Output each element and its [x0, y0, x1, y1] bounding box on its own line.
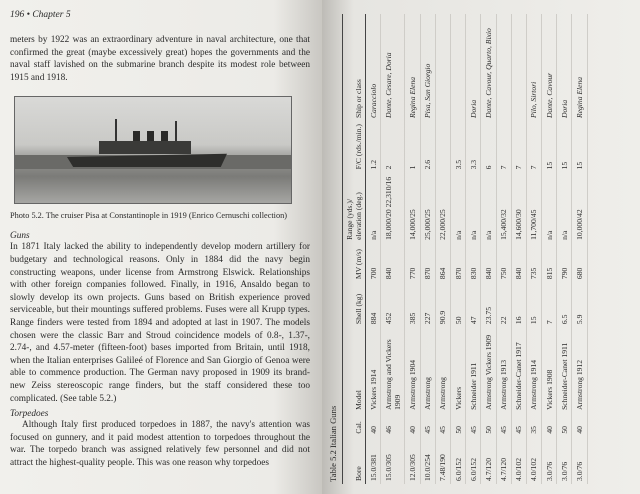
running-head: 196 • Chapter 5 — [10, 10, 71, 20]
table-cell: 45 — [435, 413, 450, 437]
guns-paragraph: In 1871 Italy lacked the ability to independently develop modern artillery for budgetary and technological reasons. Only in 1884 did the navy begin constructing weapons, under license from Armstrong Elswick. Relationships with other foreign companies followed. Finally, in 1916, Ansaldo began to slowly develop its own projects. Guns based on British experience proved serviceable, but their mountings suffered problems. Fuses were all Krupp types. Range finders were tested from 1894 and adopted at last in 1907. The models chosen were the classic Barr and Stroud coincidence models of 0.8-, 1.37-, 2.74-, and 4.57-meter (fifteen-foot) bases imported from Britain, until 1918, when the Italian enterprises Galileé of Florence and San Giorgio of Genoa were able to commence production. The German navy proposed in 1909 its brand-new Zeiss stereoscopic range finders, but the staff considered these too complicated. (See table 5.2.) — [10, 242, 310, 404]
table-cell: 6.5 — [557, 282, 572, 327]
table-cell: 11,700/45 — [526, 172, 541, 242]
table-cell: 23.75 — [481, 282, 496, 327]
table-cell: Schneider-Canet 1911 — [557, 327, 572, 413]
table-cell: Caracciolo — [366, 14, 381, 121]
table-cell: 7 — [496, 121, 511, 172]
table-cell: 18,000/20 22,310/16 — [381, 172, 405, 242]
table-cell: 870 — [450, 243, 465, 282]
table-cell — [496, 14, 511, 121]
table-cell: 10,000/42 — [572, 172, 587, 242]
table-cell: 16 — [511, 282, 526, 327]
table-cell: 15 — [542, 121, 557, 172]
table-cell: 50 — [481, 413, 496, 437]
col-header-shell: Shell (kg) — [343, 282, 366, 327]
table-cell — [450, 14, 465, 121]
table-cell: n/a — [557, 172, 572, 242]
col-header-ship: Ship or class — [343, 14, 366, 121]
table-cell: 15.0/305 — [381, 437, 405, 484]
table-cell: 3.0/76 — [557, 437, 572, 484]
torpedoes-heading: Torpedoes — [10, 409, 49, 420]
table-cell: 40 — [366, 413, 381, 437]
table-cell: 790 — [557, 243, 572, 282]
table-cell: 4.7/120 — [496, 437, 511, 484]
rotated-table-block — [328, 8, 628, 484]
table-cell: 2.6 — [420, 121, 435, 172]
table-cell: Dante, Cavour — [542, 14, 557, 121]
table-cell: 14,600/30 — [511, 172, 526, 242]
table-cell: 815 — [542, 243, 557, 282]
intro-paragraph: meters by 1922 was an extraordinary adventure in naval architecture, one that confirmed the great (maybe excessively great) hopes the governments and the naval staff lavished on the submarine branch despite its modest role between 1915 and 1918. — [10, 35, 310, 83]
table-cell: 45 — [420, 413, 435, 437]
table-row — [466, 14, 481, 484]
table-cell: Armstrong Vickers 1909 — [481, 327, 496, 413]
table-cell: 3.0/76 — [542, 437, 557, 484]
table-cell: 6 — [481, 121, 496, 172]
table-cell: Armstrong — [420, 327, 435, 413]
table-cell: 14,000/25 — [405, 172, 420, 242]
table-cell: 5.9 — [572, 282, 587, 327]
table-cell: 864 — [435, 243, 450, 282]
table-cell: n/a — [450, 172, 465, 242]
torpedoes-paragraph: Although Italy first produced torpedoes in 1887, the navy's attention was focused on gunnery, and it paid modest attention to torpedoes throughout the war. The torpedo branch was assigned relatively few personnel and did not attract the highest-quality people. This was one reason why torpedoes — [10, 420, 310, 468]
table-cell: Regina Elena — [405, 14, 420, 121]
table-cell: 4.0/102 — [511, 437, 526, 484]
table-cell: Armstrong 1912 — [572, 327, 587, 413]
table-row — [557, 14, 572, 484]
table-cell: 1 — [405, 121, 420, 172]
guns-heading: Guns — [10, 231, 30, 242]
table-cell: 3.5 — [450, 121, 465, 172]
table-cell: n/a — [542, 172, 557, 242]
table-cell: 3.0/76 — [572, 437, 587, 484]
table-cell: 840 — [511, 243, 526, 282]
table-cell: 7.48/190 — [435, 437, 450, 484]
table-cell: 40 — [572, 413, 587, 437]
table-row — [366, 14, 381, 484]
table-cell: Vickers 1908 — [542, 327, 557, 413]
table-header-row — [343, 14, 366, 484]
table-cell: 7 — [526, 121, 541, 172]
table-cell: 22 — [496, 282, 511, 327]
table-row — [526, 14, 541, 484]
table-cell: Doria — [557, 14, 572, 121]
table-cell: 700 — [366, 243, 381, 282]
table-cell — [435, 14, 450, 121]
table-cell: Schneider 1911 — [466, 327, 481, 413]
table-cell: 25,000/25 — [420, 172, 435, 242]
table-cell: Doria — [466, 14, 481, 121]
col-header-fc: F/C (rds./min.) — [343, 121, 366, 172]
table-cell: 4.7/120 — [481, 437, 496, 484]
table-cell: 15,400/32 — [496, 172, 511, 242]
table-row — [381, 14, 405, 484]
table-row — [405, 14, 420, 484]
table-cell: 750 — [496, 243, 511, 282]
table-cell: 227 — [420, 282, 435, 327]
table-cell: 884 — [366, 282, 381, 327]
table-cell: Armstrong 1914 — [526, 327, 541, 413]
table-row — [496, 14, 511, 484]
table-row — [572, 14, 587, 484]
col-header-range: Range (yds.)/ elevation (deg.) — [343, 172, 366, 242]
table-cell: 15 — [526, 282, 541, 327]
table-cell — [435, 121, 450, 172]
guns-table — [342, 14, 588, 484]
table-cell: 45 — [496, 413, 511, 437]
table-cell: 830 — [466, 243, 481, 282]
table-cell — [511, 14, 526, 121]
table-cell: 46 — [381, 413, 405, 437]
table-cell: Dante, Cavour, Quarto, Bixio — [481, 14, 496, 121]
photo-caption: Photo 5.2. The cruiser Pisa at Constantinople in 1919 (Enrico Cernuschi collection) — [10, 211, 288, 221]
table-cell: 6.0/152 — [450, 437, 465, 484]
table-cell: 45 — [466, 413, 481, 437]
table-cell: 840 — [481, 243, 496, 282]
table-cell: Pilo, Sirtori — [526, 14, 541, 121]
table-cell: Regina Elena — [572, 14, 587, 121]
table-cell: 3.3 — [466, 121, 481, 172]
table-cell: 10.0/254 — [420, 437, 435, 484]
table-cell: 12.0/305 — [405, 437, 420, 484]
table-cell: Pisa, San Giorgio — [420, 14, 435, 121]
table-cell: 50 — [557, 413, 572, 437]
table-cell: 735 — [526, 243, 541, 282]
table-cell: 870 — [420, 243, 435, 282]
table-cell: n/a — [481, 172, 496, 242]
table-body — [366, 14, 588, 484]
table-cell: 840 — [381, 243, 405, 282]
table-cell: 7 — [542, 282, 557, 327]
table-cell: 6.0/152 — [466, 437, 481, 484]
table-cell: Armstrong 1904 — [405, 327, 420, 413]
table-row — [511, 14, 526, 484]
table-cell: 1.2 — [366, 121, 381, 172]
table-cell: 50 — [450, 282, 465, 327]
table-cell: 22,000/25 — [435, 172, 450, 242]
table-cell: 40 — [542, 413, 557, 437]
table-cell: 47 — [466, 282, 481, 327]
table-cell: Vickers — [450, 327, 465, 413]
table-cell: 15 — [572, 121, 587, 172]
table-cell: n/a — [366, 172, 381, 242]
table-cell: 770 — [405, 243, 420, 282]
table-cell: Armstrong 1913 — [496, 327, 511, 413]
col-header-mv: MV (m/s) — [343, 243, 366, 282]
table-cell: 90.9 — [435, 282, 450, 327]
table-cell: n/a — [466, 172, 481, 242]
cruiser-photo — [14, 96, 292, 204]
table-row — [450, 14, 465, 484]
table-cell: 385 — [405, 282, 420, 327]
table-cell: 680 — [572, 243, 587, 282]
table-cell: 15.0/381 — [366, 437, 381, 484]
table-caption: Table 5.2 Italian Guns — [328, 405, 338, 482]
table-cell: 4.0/102 — [526, 437, 541, 484]
table-cell: 7 — [511, 121, 526, 172]
table-cell: Vickers 1914 — [366, 327, 381, 413]
table-cell: 40 — [405, 413, 420, 437]
table-cell: Armstrong and Vickers 1909 — [381, 327, 405, 413]
table-cell: 15 — [557, 121, 572, 172]
table-cell: Armstrong — [435, 327, 450, 413]
col-header-model: Model — [343, 327, 366, 413]
table-cell: 452 — [381, 282, 405, 327]
col-header-cal: Cal. — [343, 413, 366, 437]
table-cell: 35 — [526, 413, 541, 437]
table-row — [435, 14, 450, 484]
table-cell: Schneider-Canet 1917 — [511, 327, 526, 413]
table-row — [481, 14, 496, 484]
col-header-bore: Bore — [343, 437, 366, 484]
table-row — [420, 14, 435, 484]
table-cell: Dante, Cesare, Doria — [381, 14, 405, 121]
table-row — [542, 14, 557, 484]
table-cell: 50 — [450, 413, 465, 437]
table-cell: 45 — [511, 413, 526, 437]
table-cell: 2 — [381, 121, 405, 172]
